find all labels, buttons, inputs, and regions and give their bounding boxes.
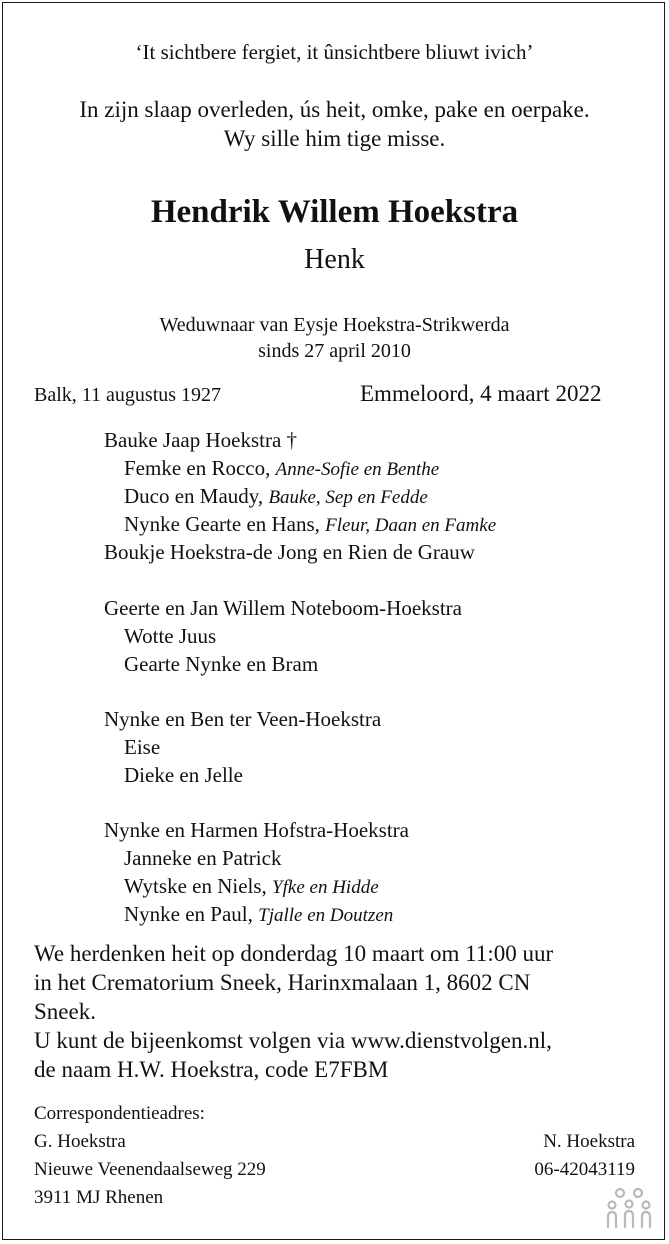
family-group-icon (606, 1186, 652, 1230)
family-group-2-child-1: Wotte Juus (124, 624, 217, 648)
service-line-4: U kunt de bijeenkomst volgen via www.dienstvolgen.nl, (34, 1028, 552, 1053)
family-group-4-head: Nynke en Harmen Hofstra-Hoekstra (104, 818, 409, 842)
family-group-1-child-3: Nynke Gearte en Hans, Fleur, Daan en Famke (124, 512, 497, 536)
grandchildren: Anne-Sofie en Benthe (275, 459, 440, 480)
correspondence-left-name: G. Hoekstra (34, 1131, 126, 1152)
correspondence-right-name: N. Hoekstra (543, 1131, 635, 1152)
service-line-3: Sneek. (34, 999, 96, 1024)
death-place-date: Emmeloord, 4 maart 2022 (360, 381, 602, 406)
widower-line-2: sinds 27 april 2010 (258, 340, 411, 362)
family-group-4-child-3: Nynke en Paul, Tjalle en Doutzen (124, 902, 394, 926)
deceased-name: Hendrik Willem Hoekstra (150, 194, 519, 230)
family-group-2-head: Geerte en Jan Willem Noteboom-Hoekstra (104, 596, 462, 620)
grandchildren: Fleur, Daan en Famke (325, 515, 497, 536)
family-group-3-child-1: Eise (124, 735, 161, 759)
service-line-2: in het Crematorium Sneek, Harinxmalaan 1, 8602 CN (34, 970, 531, 995)
grandchildren: Tjalle en Doutzen (258, 905, 394, 926)
intro-line-2: Wy sille him tige misse. (223, 126, 446, 151)
grandchildren: Bauke, Sep en Fedde (268, 487, 428, 508)
family-group-1-partner: Boukje Hoekstra-de Jong en Rien de Grauw (104, 540, 475, 564)
widower-line-1: Weduwnaar van Eysje Hoekstra-Strikwerda (159, 314, 510, 336)
family-group-4-child-2: Wytske en Niels, Yfke en Hidde (124, 874, 379, 898)
family-group-1-child-2: Duco en Maudy, Bauke, Sep en Fedde (124, 484, 428, 508)
service-line-5: de naam H.W. Hoekstra, code E7FBM (34, 1057, 389, 1082)
correspondence-left-street: Nieuwe Veenendaalseweg 229 (34, 1159, 266, 1180)
deceased-nickname: Henk (304, 244, 365, 275)
family-group-4-child-1: Janneke en Patrick (124, 846, 282, 870)
correspondence-label: Correspondentieadres: (34, 1103, 205, 1124)
correspondence-left-city: 3911 MJ Rhenen (34, 1187, 164, 1208)
quote: ‘It sichtbere fergiet, it ûnsichtbere bliuwt ivich’ (135, 40, 534, 64)
intro-line-1: In zijn slaap overleden, ús heit, omke, pake en oerpake. (79, 97, 590, 122)
family-group-2-child-2: Gearte Nynke en Bram (124, 652, 319, 676)
grandchildren: Yfke en Hidde (272, 877, 379, 898)
family-group-1-child-1: Femke en Rocco, Anne-Sofie en Benthe (124, 456, 440, 480)
correspondence-right-phone: 06-42043119 (534, 1159, 635, 1180)
notice-frame (2, 2, 665, 1240)
service-line-1: We herdenken heit op donderdag 10 maart om 11:00 uur (34, 941, 554, 966)
birth-place-date: Balk, 11 augustus 1927 (34, 384, 222, 406)
family-group-3-child-2: Dieke en Jelle (124, 763, 243, 787)
family-group-1-head: Bauke Jaap Hoekstra † (104, 428, 298, 452)
family-group-3-head: Nynke en Ben ter Veen-Hoekstra (104, 707, 382, 731)
